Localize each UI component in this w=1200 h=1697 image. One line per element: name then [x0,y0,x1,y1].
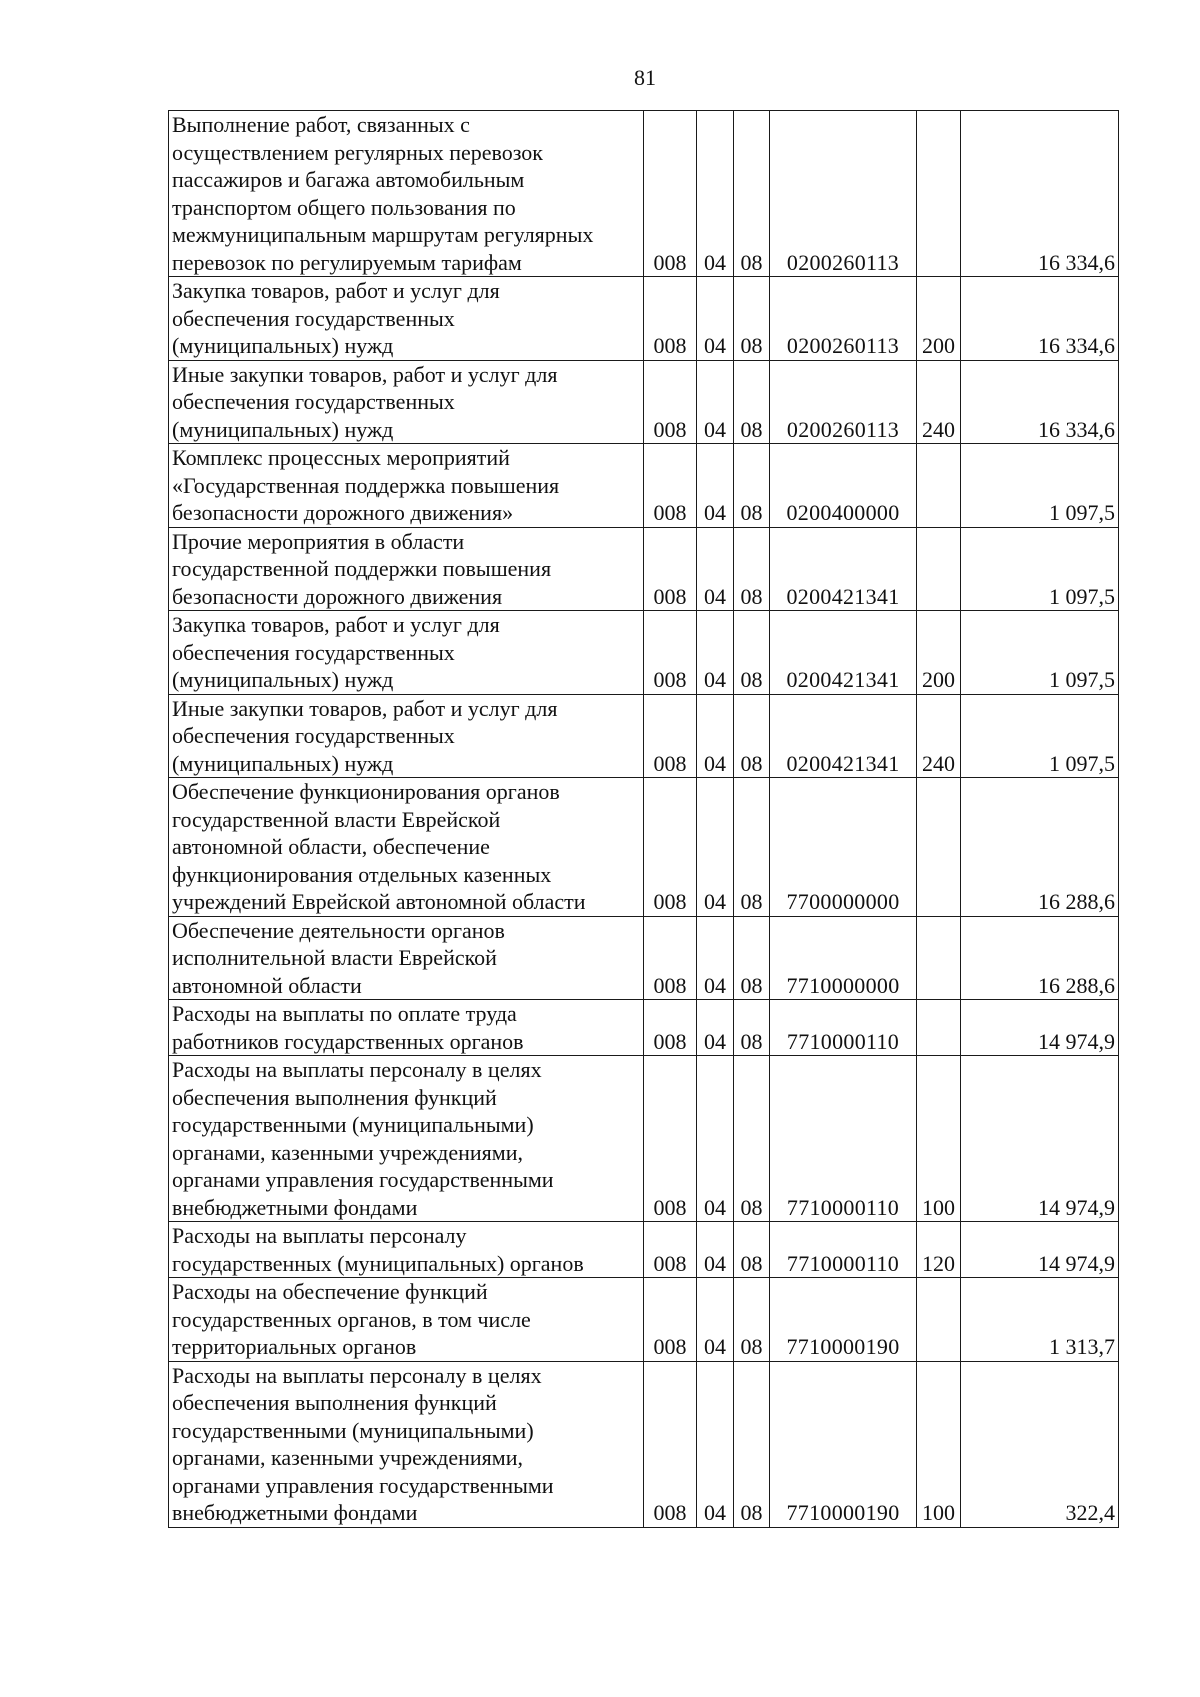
table-row [169,360,1119,444]
subsection-cell: 08 [734,916,770,1000]
target-article-cell: 7710000110 [770,1222,917,1278]
description-cell: Иные закупки товаров, работ и услуг для обеспечения государственных (муниципальных) нужд [169,694,644,778]
subsection-cell: 08 [734,111,770,277]
amount-cell: 14 974,9 [961,1000,1119,1056]
description-cell: Обеспечение функционирования органов государственной власти Еврейской автономной области, обеспечение функционирования отдельных казенных учреждений Еврейской автономной области [169,778,644,917]
description-cell: Расходы на выплаты по оплате труда работников государственных органов [169,1000,644,1056]
target-article-cell: 7710000110 [770,1000,917,1056]
amount-cell: 14 974,9 [961,1056,1119,1222]
subsection-cell: 08 [734,1278,770,1362]
grbs-cell: 008 [644,1056,697,1222]
description-cell: Обеспечение деятельности органов исполнительной власти Еврейской автономной области [169,916,644,1000]
grbs-cell: 008 [644,916,697,1000]
table-row [169,111,1119,277]
amount-cell: 16 334,6 [961,277,1119,361]
amount-cell: 1 097,5 [961,694,1119,778]
description-cell: Прочие мероприятия в области государственной поддержки повышения безопасности дорожного движения [169,527,644,611]
target-article-cell: 0200421341 [770,694,917,778]
section-cell: 04 [697,360,734,444]
description-cell: Расходы на выплаты персоналу государственных (муниципальных) органов [169,1222,644,1278]
table-row [169,444,1119,528]
expense-type-cell: 120 [917,1222,961,1278]
table-row [169,1361,1119,1527]
amount-cell: 16 334,6 [961,360,1119,444]
grbs-cell: 008 [644,1222,697,1278]
target-article-cell: 7710000000 [770,916,917,1000]
description-cell: Расходы на обеспечение функций государственных органов, в том числе территориальных органов [169,1278,644,1362]
page-number: 81 [634,65,656,90]
table-row [169,1000,1119,1056]
target-article-cell: 7710000110 [770,1056,917,1222]
amount-cell: 14 974,9 [961,1222,1119,1278]
target-article-cell: 0200260113 [770,111,917,277]
section-cell: 04 [697,694,734,778]
target-article-cell: 0200421341 [770,527,917,611]
target-article-cell: 7710000190 [770,1361,917,1527]
table-row [169,277,1119,361]
target-article-cell: 7710000190 [770,1278,917,1362]
budget-table [168,110,1119,1528]
grbs-cell: 008 [644,611,697,695]
amount-cell: 16 288,6 [961,778,1119,917]
expense-type-cell [917,1278,961,1362]
target-article-cell: 7700000000 [770,778,917,917]
amount-cell: 1 097,5 [961,611,1119,695]
subsection-cell: 08 [734,778,770,917]
target-article-cell: 0200260113 [770,360,917,444]
section-cell: 04 [697,527,734,611]
subsection-cell: 08 [734,1222,770,1278]
section-cell: 04 [697,778,734,917]
table-row [169,611,1119,695]
grbs-cell: 008 [644,111,697,277]
grbs-cell: 008 [644,1361,697,1527]
expense-type-cell: 200 [917,611,961,695]
description-cell: Расходы на выплаты персоналу в целях обеспечения выполнения функций государственными (муниципальными) органами, казенными учреждениями, органами управления государственными внебюджетными фондами [169,1361,644,1527]
expense-type-cell: 100 [917,1056,961,1222]
subsection-cell: 08 [734,1000,770,1056]
subsection-cell: 08 [734,527,770,611]
subsection-cell: 08 [734,694,770,778]
target-article-cell: 0200400000 [770,444,917,528]
grbs-cell: 008 [644,778,697,917]
budget-table-body [169,111,1119,1528]
expense-type-cell [917,916,961,1000]
section-cell: 04 [697,611,734,695]
expense-type-cell [917,778,961,917]
description-cell: Закупка товаров, работ и услуг для обеспечения государственных (муниципальных) нужд [169,277,644,361]
expense-type-cell: 200 [917,277,961,361]
description-cell: Выполнение работ, связанных с осуществлением регулярных перевозок пассажиров и багажа автомобильным транспортом общего пользования по межмуниципальным маршрутам регулярных перевозок по регулируемым тарифам [169,111,644,277]
expense-type-cell [917,111,961,277]
grbs-cell: 008 [644,277,697,361]
amount-cell: 1 097,5 [961,444,1119,528]
section-cell: 04 [697,1056,734,1222]
amount-cell: 16 288,6 [961,916,1119,1000]
section-cell: 04 [697,1361,734,1527]
subsection-cell: 08 [734,1361,770,1527]
table-row [169,527,1119,611]
expense-type-cell [917,444,961,528]
target-article-cell: 0200260113 [770,277,917,361]
grbs-cell: 008 [644,444,697,528]
grbs-cell: 008 [644,1000,697,1056]
target-article-cell: 0200421341 [770,611,917,695]
section-cell: 04 [697,444,734,528]
expense-type-cell: 240 [917,694,961,778]
table-row [169,694,1119,778]
grbs-cell: 008 [644,360,697,444]
subsection-cell: 08 [734,444,770,528]
expense-type-cell: 100 [917,1361,961,1527]
subsection-cell: 08 [734,611,770,695]
amount-cell: 16 334,6 [961,111,1119,277]
description-cell: Закупка товаров, работ и услуг для обеспечения государственных (муниципальных) нужд [169,611,644,695]
subsection-cell: 08 [734,360,770,444]
amount-cell: 1 097,5 [961,527,1119,611]
section-cell: 04 [697,1278,734,1362]
table-row [169,778,1119,917]
grbs-cell: 008 [644,1278,697,1362]
expense-type-cell: 240 [917,360,961,444]
table-row [169,916,1119,1000]
subsection-cell: 08 [734,277,770,361]
amount-cell: 1 313,7 [961,1278,1119,1362]
description-cell: Комплекс процессных мероприятий «Государственная поддержка повышения безопасности дорожного движения» [169,444,644,528]
section-cell: 04 [697,916,734,1000]
table-row [169,1222,1119,1278]
section-cell: 04 [697,1000,734,1056]
description-cell: Иные закупки товаров, работ и услуг для обеспечения государственных (муниципальных) нужд [169,360,644,444]
grbs-cell: 008 [644,694,697,778]
subsection-cell: 08 [734,1056,770,1222]
grbs-cell: 008 [644,527,697,611]
section-cell: 04 [697,111,734,277]
amount-cell: 322,4 [961,1361,1119,1527]
expense-type-cell [917,527,961,611]
description-cell: Расходы на выплаты персоналу в целях обеспечения выполнения функций государственными (муниципальными) органами, казенными учреждениями, органами управления государственными внебюджетными фондами [169,1056,644,1222]
expense-type-cell [917,1000,961,1056]
table-row [169,1056,1119,1222]
section-cell: 04 [697,277,734,361]
table-row [169,1278,1119,1362]
section-cell: 04 [697,1222,734,1278]
